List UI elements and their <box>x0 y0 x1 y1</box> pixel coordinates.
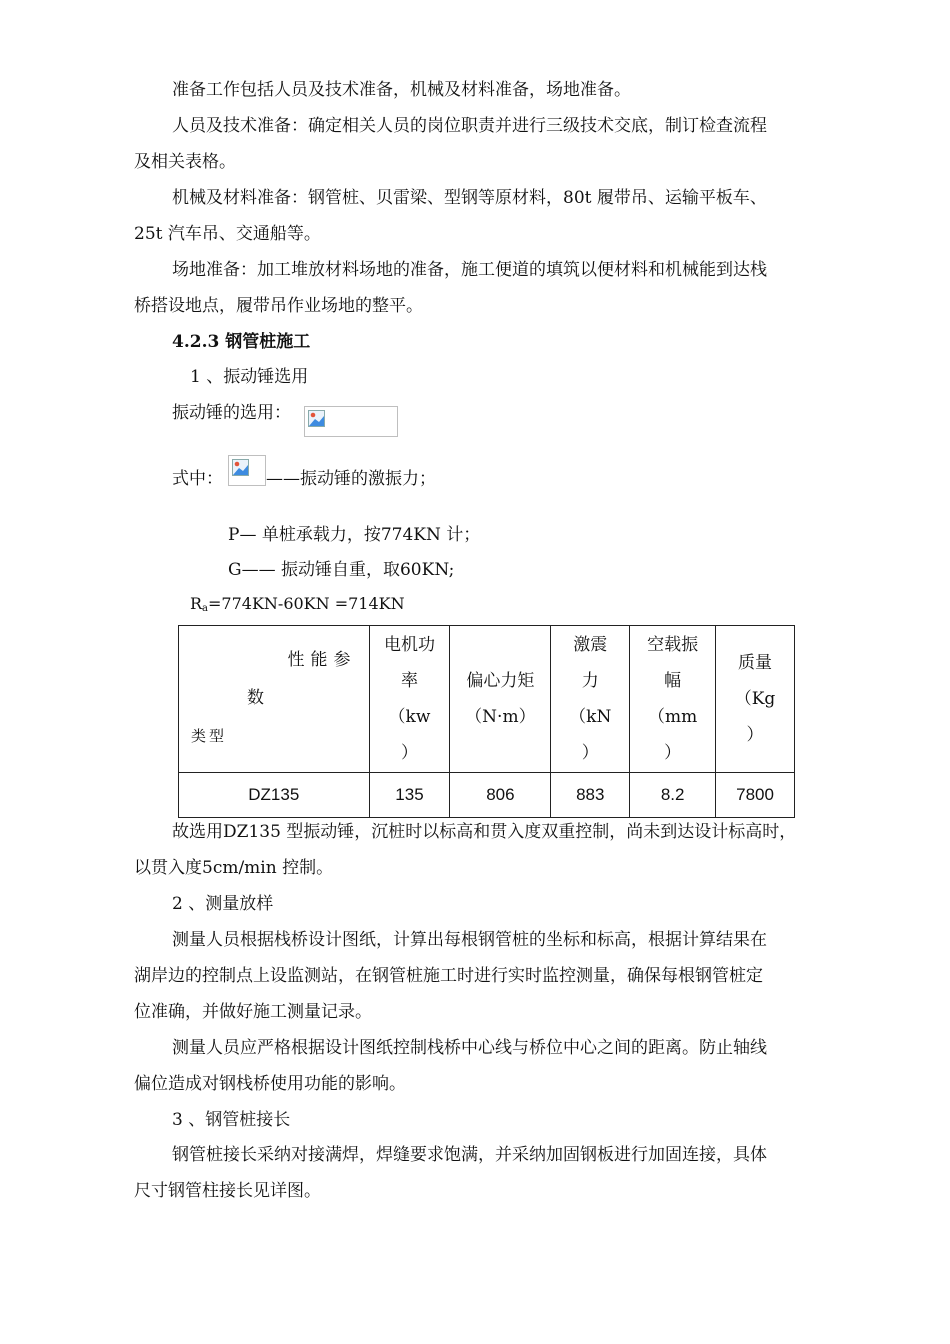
section-heading: 4.2.3 钢管桩施工 <box>172 332 311 352</box>
cell-amplitude: 8.2 <box>630 773 716 818</box>
table-row <box>179 773 795 818</box>
header-text: 空载振 <box>647 635 699 655</box>
paragraph-extension-line1: 钢管桩接长采纳对接满焊，焊缝要求饱满，并采纳加固钢板进行加固连接，具体 <box>172 1145 767 1165</box>
header-text: 质量 <box>738 653 773 673</box>
header-type: 类型 <box>191 727 228 745</box>
ra-subscript: a <box>202 603 209 614</box>
header-motor-power <box>369 626 450 773</box>
formula-label: 振动锤的选用： <box>172 403 291 423</box>
header-text: ） <box>400 743 418 763</box>
paragraph-survey2-line1: 测量人员应严格根据设计图纸控制栈桥中心线与桥位中心之间的距离。防止轴线 <box>172 1038 767 1058</box>
diagonal-header-cell <box>179 626 370 773</box>
header-params-suffix: 数 <box>247 688 264 708</box>
header-text: 率 <box>400 671 418 691</box>
cell-eccentric-moment: 806 <box>450 773 551 818</box>
cell-model: DZ135 <box>179 773 370 818</box>
subsection-survey: 2 、测量放样 <box>172 894 274 914</box>
header-text: 幅 <box>664 671 682 691</box>
ra-symbol: R <box>190 594 203 613</box>
header-text: ） <box>581 743 599 763</box>
table-header-row <box>179 626 795 773</box>
paragraph-site-prep-line1: 场地准备：加工堆放材料场地的准备，施工便道的填筑以便材料和机械能到达栈 <box>172 260 767 280</box>
ra-equation <box>190 592 405 621</box>
header-text: （kN <box>569 707 612 727</box>
paragraph-survey1-line2: 湖岸边的控制点上设监测站，在钢管桩施工时进行实时监控测量，确保每根钢管桩定 <box>134 966 763 986</box>
subsection-pile-extension: 3 、钢管桩接长 <box>172 1110 291 1130</box>
vibratory-hammer-spec-table <box>178 625 795 818</box>
header-text: （N·m） <box>465 707 536 727</box>
header-mass <box>716 626 795 773</box>
broken-image-icon <box>308 410 325 427</box>
paragraph-personnel-prep-line1: 人员及技术准备：确定相关人员的岗位职责并进行三级技术交底，制订检查流程 <box>172 116 767 136</box>
header-performance-params: 性能参 <box>287 650 357 670</box>
header-eccentric-moment <box>450 626 551 773</box>
paragraph-survey1-line1: 测量人员根据栈桥设计图纸，计算出每根钢管桩的坐标和标高，根据计算结果在 <box>172 930 767 950</box>
formula-image <box>304 406 398 437</box>
where-suffix: ——振动锤的激振力； <box>266 469 436 489</box>
paragraph-personnel-prep-line2: 及相关表格。 <box>134 152 236 172</box>
ra-value: =774KN-60KN =714KN <box>208 594 405 613</box>
where-prefix: 式中： <box>172 469 223 489</box>
paragraph-selection-line1: 故选用DZ135 型振动锤，沉桩时以标高和贯入度双重控制，尚未到达设计标高时， <box>172 822 797 842</box>
header-text: 偏心力矩 <box>466 671 535 691</box>
paragraph-machinery-prep-line1: 机械及材料准备：钢管桩、贝雷梁、型钢等原材料，80t 履带吊、运输平板车、 <box>172 188 767 208</box>
definition-p: P— 单桩承载力，按774KN 计； <box>228 525 481 545</box>
paragraph-selection-line2: 以贯入度5cm/min 控制。 <box>134 858 334 878</box>
header-text: ） <box>746 725 764 745</box>
subsection-vibratory-hammer: 1 、振动锤选用 <box>190 367 309 387</box>
cell-motor-power: 135 <box>369 773 450 818</box>
paragraph-extension-line2: 尺寸钢管柱接长见详图。 <box>134 1181 321 1201</box>
definition-g: G—— 振动锤自重，取60KN; <box>228 560 455 580</box>
broken-image-icon <box>232 459 249 476</box>
header-text: （kw <box>388 707 431 727</box>
paragraph-preparation-intro: 准备工作包括人员及技术准备，机械及材料准备，场地准备。 <box>172 80 631 100</box>
header-text: ） <box>664 743 682 763</box>
symbol-image <box>228 455 266 486</box>
header-text: 电机功 <box>383 635 435 655</box>
paragraph-survey1-line3: 位准确，并做好施工测量记录。 <box>134 1002 372 1022</box>
paragraph-survey2-line2: 偏位造成对钢栈桥使用功能的影响。 <box>134 1074 406 1094</box>
header-exciting-force <box>551 626 630 773</box>
header-text: 力 <box>581 671 599 691</box>
header-text: 激震 <box>573 635 608 655</box>
paragraph-machinery-prep-line2: 25t 汽车吊、交通船等。 <box>134 224 321 244</box>
header-no-load-amplitude <box>630 626 716 773</box>
paragraph-site-prep-line2: 桥搭设地点，履带吊作业场地的整平。 <box>134 296 423 316</box>
header-text: （mm <box>648 707 698 727</box>
cell-mass: 7800 <box>716 773 795 818</box>
header-text: （Kg <box>734 689 776 709</box>
cell-exciting-force: 883 <box>551 773 630 818</box>
